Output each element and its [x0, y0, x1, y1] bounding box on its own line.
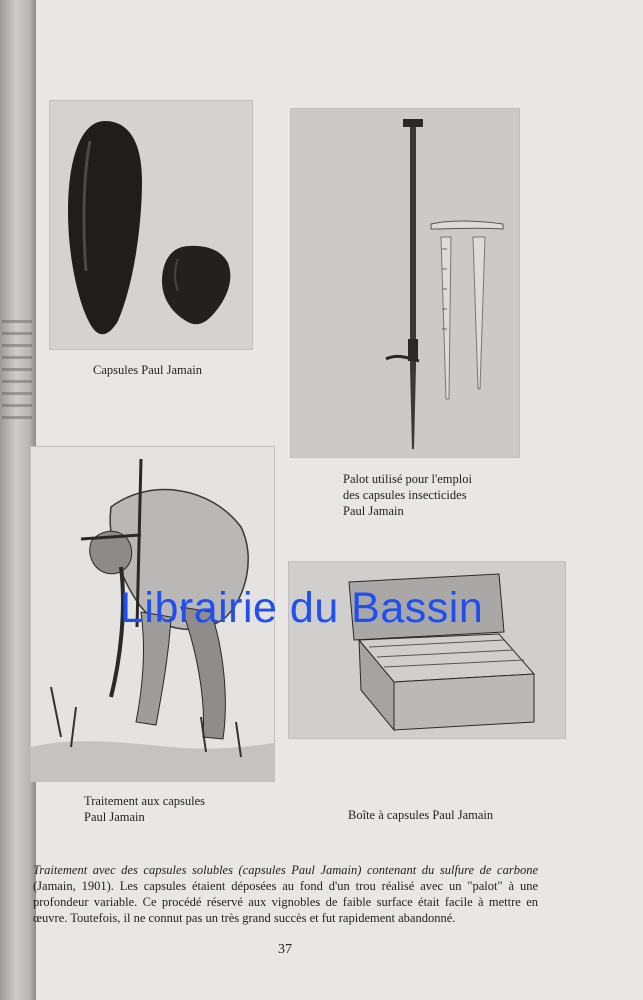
palot-caption: [343, 471, 472, 519]
capsules-caption: Capsules Paul Jamain: [93, 363, 203, 377]
palot-caption-line-3: Paul Jamain: [343, 504, 404, 518]
paragraph-italic: Traitement avec des capsules solubles (capsules Paul Jamain) contenant du sulfure de carbone: [33, 863, 538, 877]
palot-photo: [290, 108, 520, 458]
watermark: Librairie du Bassin: [120, 584, 484, 632]
treatment-caption: [84, 793, 205, 825]
body-paragraph: [33, 862, 538, 926]
palot-caption-line-2: des capsules insecticides: [343, 488, 467, 502]
treatment-caption-line-2: Paul Jamain: [84, 810, 145, 824]
capsules-photo: [49, 100, 253, 350]
palot-caption-line-1: Palot utilisé pour l'emploi: [343, 472, 472, 486]
page-number: 37: [278, 942, 292, 957]
treatment-caption-line-1: Traitement aux capsules: [84, 794, 206, 808]
box-caption: Boîte à capsules Paul Jamain: [348, 808, 494, 822]
paragraph-rest: (Jamain, 1901). Les capsules étaient déposées au fond d'un trou réalisé avec un "palot" à une profondeur variable. Ce procédé réservé aux vignobles de faible surface était facile à mettre en œuvre. Toutefois, il ne connut pas un très grand succès et fut rapidement abandonné.: [33, 879, 538, 925]
